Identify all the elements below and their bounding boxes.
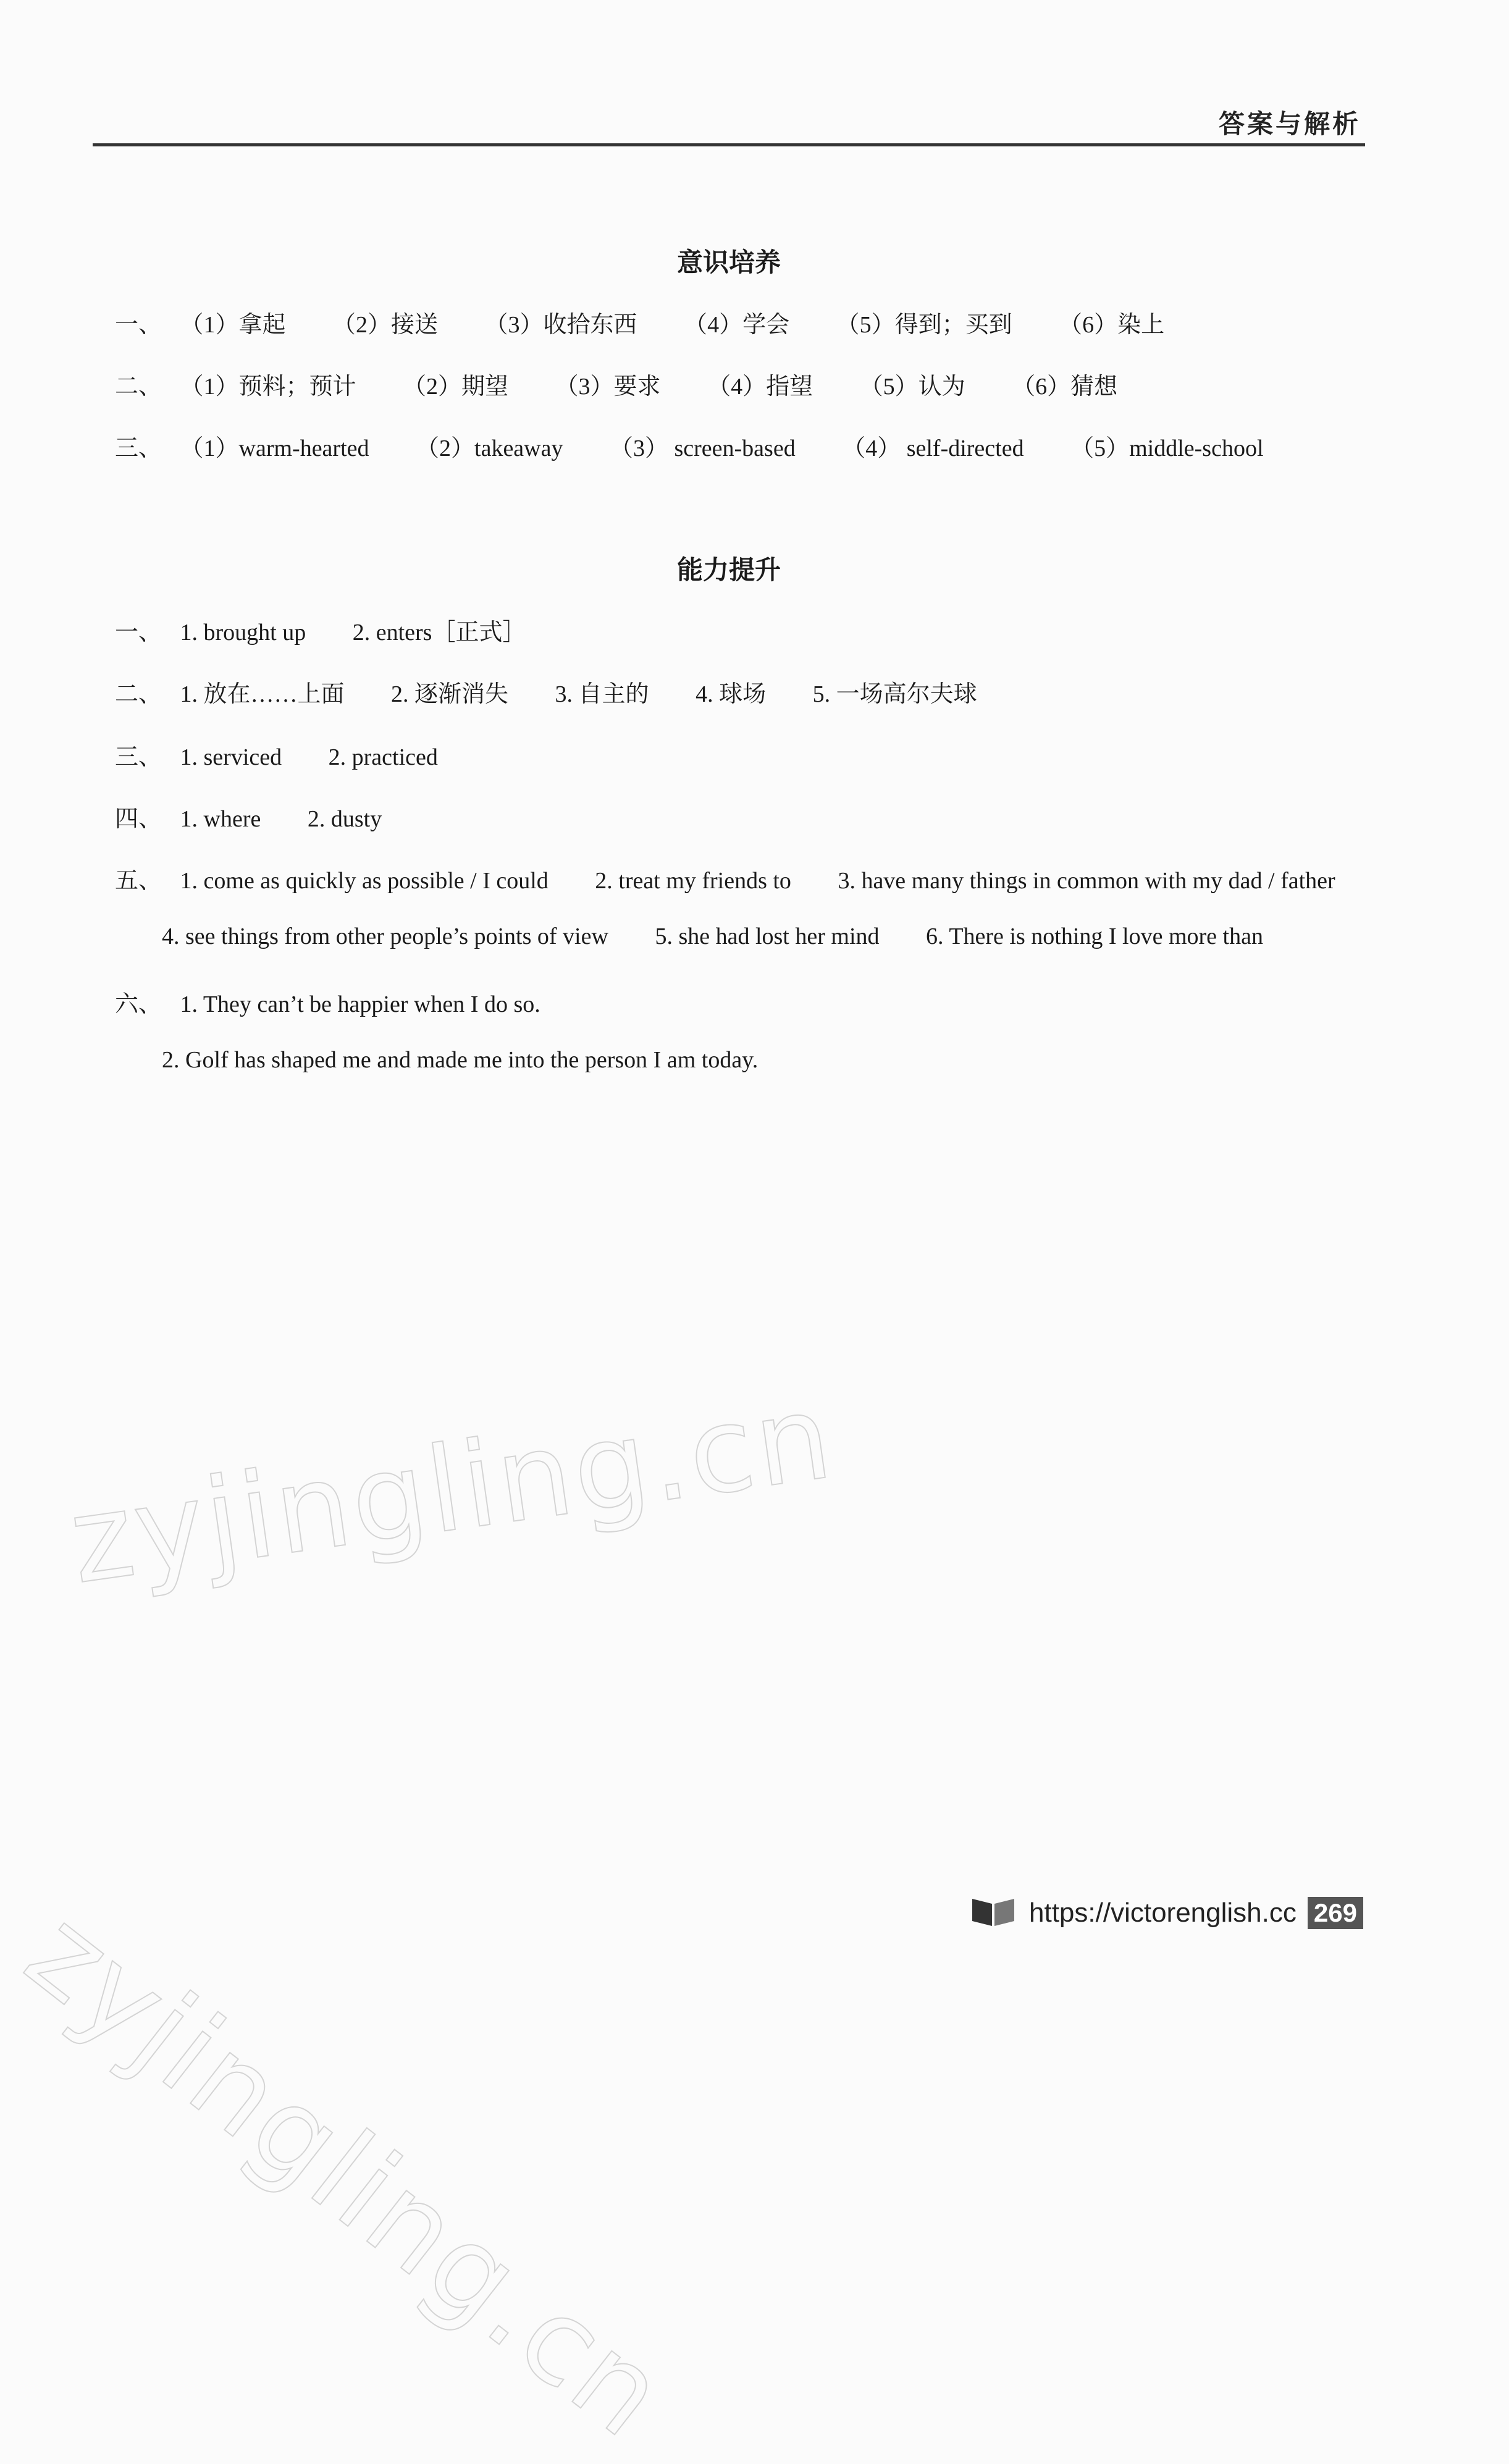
answer-item: 1. brought up <box>180 620 306 645</box>
answer-item: （5）认为 <box>859 374 965 400</box>
answer-item: （2）期望 <box>403 374 509 400</box>
answer-item: （5）得到；买到 <box>836 312 1012 338</box>
answer-item: （2）takeaway <box>416 435 563 461</box>
line-label: 六、 <box>115 991 162 1017</box>
page-number: 269 <box>1308 1897 1363 1929</box>
answer-item: 1. 放在……上面 <box>180 681 345 707</box>
answer-item: （1）warm-hearted <box>180 435 369 461</box>
answer-item: （4） self-directed <box>842 435 1024 461</box>
answer-item: 1. where <box>180 806 261 832</box>
answer-item: （2）接送 <box>332 312 439 338</box>
watermark-text: zyjingling.cn <box>2 1884 692 2464</box>
answer-line <box>162 923 1292 950</box>
page-footer <box>971 1895 1363 1930</box>
answer-item: 1. They can’t be happier when I do so. <box>180 991 540 1017</box>
answer-line <box>115 738 466 772</box>
section-title-2: 能力提升 <box>676 555 781 585</box>
answer-item: 2. dusty <box>307 806 382 832</box>
answer-line <box>115 861 1364 895</box>
line-label: 四、 <box>115 806 162 832</box>
header-divider <box>93 143 1365 146</box>
answer-line <box>115 985 569 1019</box>
answer-item: （5）middle-school <box>1070 435 1264 461</box>
line-label: 三、 <box>115 435 162 461</box>
watermark-text: zyjingling.cn <box>62 1368 841 1610</box>
answer-line <box>115 429 1292 463</box>
answer-item: （6）猜想 <box>1012 374 1118 400</box>
answer-item: （1）拿起 <box>180 312 286 338</box>
answer-item: 2. 逐渐消失 <box>391 681 509 707</box>
answer-item: （3）收拾东西 <box>484 312 637 338</box>
section-title-1: 意识培养 <box>676 247 781 277</box>
line-label: 二、 <box>115 374 162 400</box>
answer-item: （1）预料；预计 <box>180 374 356 400</box>
answer-item: 2. practiced <box>328 744 438 770</box>
line-label: 二、 <box>115 681 162 707</box>
line-label: 三、 <box>115 744 162 770</box>
answer-item: （3） screen-based <box>609 435 796 461</box>
answer-item: 6. There is nothing I love more than <box>926 923 1263 949</box>
answer-line <box>115 367 1146 401</box>
line-label: 五、 <box>115 868 162 894</box>
answer-item: 4. see things from other people’s points of view <box>162 923 608 949</box>
answer-item: 2. enters［正式］ <box>352 620 526 645</box>
answer-item: （3）要求 <box>555 374 661 400</box>
line-label: 一、 <box>115 620 162 645</box>
open-book-icon <box>971 1895 1015 1930</box>
answer-item: 3. 自主的 <box>555 681 649 707</box>
answer-item: （4）学会 <box>684 312 790 338</box>
answer-line <box>115 305 1193 339</box>
answer-line <box>115 613 554 647</box>
footer-url: https://victorenglish.cc <box>1029 1897 1297 1928</box>
answer-item: 1. serviced <box>180 744 282 770</box>
answer-item: 5. she had lost her mind <box>655 923 880 949</box>
answer-line <box>115 675 1006 709</box>
answer-item: （4）指望 <box>707 374 813 400</box>
answer-item: （6）染上 <box>1059 312 1165 338</box>
answer-item: 3. have many things in common with my dad / father <box>838 868 1335 894</box>
line-label: 一、 <box>115 312 162 338</box>
answer-item: 1. come as quickly as possible / I could <box>180 868 549 894</box>
answer-item: 2. treat my friends to <box>595 868 791 894</box>
page-header-title: 答案与解析 <box>1218 109 1361 139</box>
answer-item: 4. 球场 <box>696 681 767 707</box>
answer-line <box>115 799 410 833</box>
answer-item: 2. Golf has shaped me and made me into the person I am today. <box>162 1047 759 1073</box>
answer-item: 5. 一场高尔夫球 <box>812 681 977 707</box>
answer-line <box>162 1046 786 1074</box>
